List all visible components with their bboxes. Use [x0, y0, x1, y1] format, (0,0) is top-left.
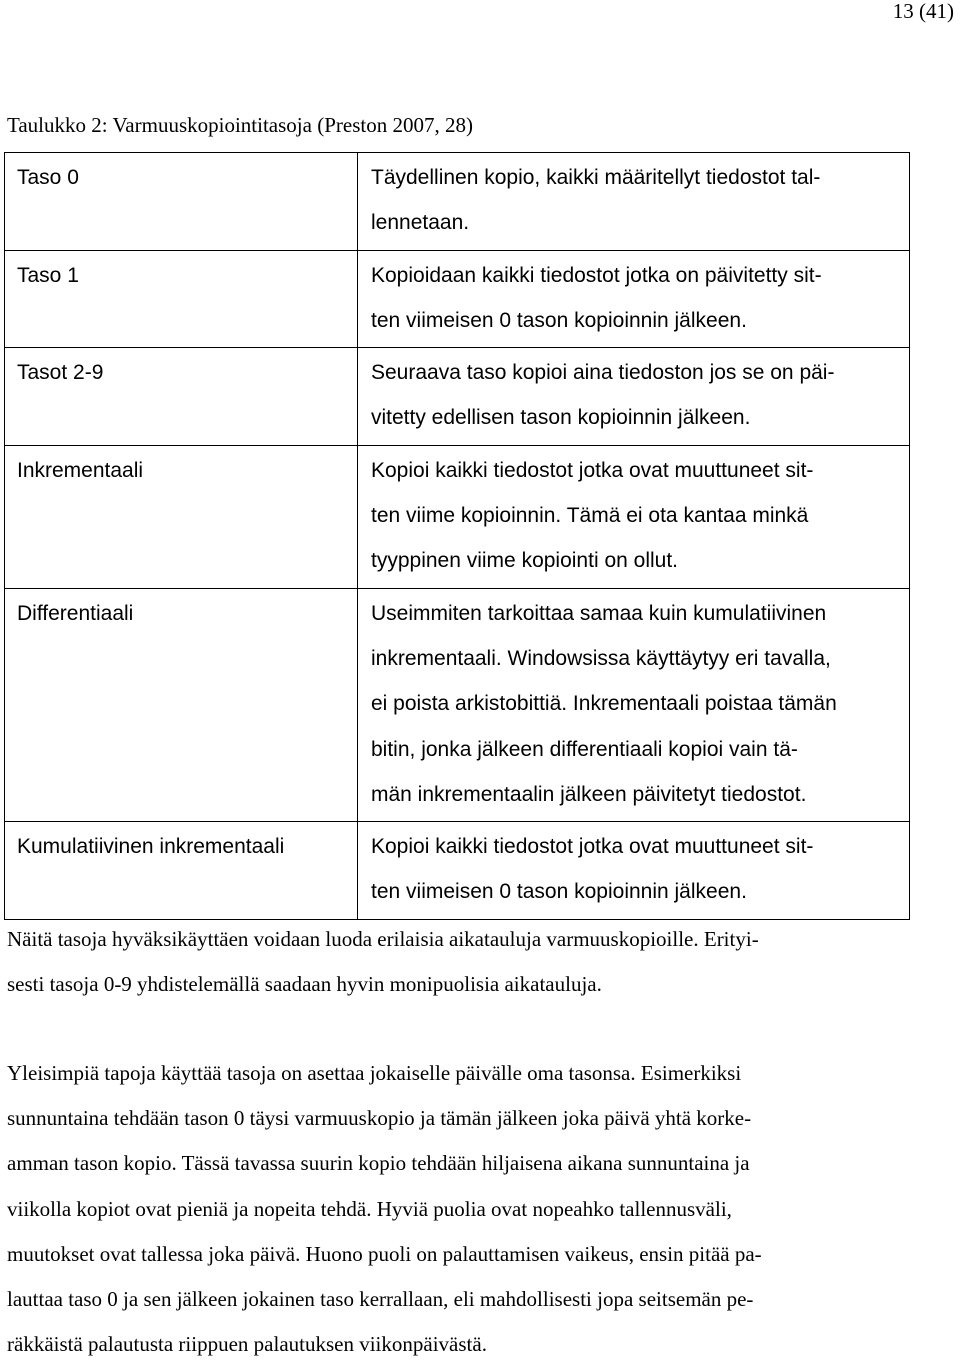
description-line: tyyppinen viime kopiointi on ollut.	[371, 549, 679, 573]
paragraph-line: muutokset ovat tallessa joka päivä. Huono puoli on palauttamisen vaikeus, ensin pitää pa-	[7, 1241, 762, 1266]
description-line: Täydellinen kopio, kaikki määritellyt tiedostot tal-	[371, 166, 821, 189]
table-row	[5, 153, 910, 251]
level-cell: Tasot 2-9	[5, 348, 358, 446]
level-cell: Differentiaali	[5, 588, 358, 821]
description-line: Seuraava taso kopioi aina tiedoston jos se on päi-	[371, 361, 835, 385]
description-line: Useimmiten tarkoittaa samaa kuin kumulatiivinen	[371, 601, 827, 625]
paragraph-line: räkkäistä palautusta riippuen palautuksen viikonpäivästä.	[7, 1332, 487, 1357]
description-line: bitin, jonka jälkeen differentiaali kopioi vain tä-	[371, 737, 798, 761]
description-line: ten viimeisen 0 tason kopioinnin jälkeen.	[371, 308, 747, 332]
table-row	[5, 445, 910, 588]
paragraph-line: Yleisimpiä tapoja käyttää tasoja on asettaa jokaiselle päivälle oma tasonsa. Esimerkiksi	[7, 1061, 742, 1085]
paragraph-line: lauttaa taso 0 ja sen jälkeen jokainen taso kerrallaan, eli mahdollisesti jopa seitsemän pe-	[7, 1287, 754, 1312]
level-cell: Taso 0	[5, 153, 358, 251]
table-body	[5, 153, 910, 920]
level-cell: Inkrementaali	[5, 445, 358, 588]
description-cell	[358, 445, 910, 588]
page-number: 13 (41)	[892, 0, 954, 23]
description-line: Kopioidaan kaikki tiedostot jotka on päivitetty sit-	[371, 263, 822, 287]
table-row	[5, 250, 910, 348]
description-cell	[358, 822, 910, 920]
description-line: ei poista arkistobittiä. Inkrementaali poistaa tämän	[371, 692, 837, 716]
table-caption: Taulukko 2: Varmuuskopiointitasoja (Preston 2007, 28)	[7, 113, 473, 137]
description-cell	[358, 153, 910, 251]
backup-levels-table	[4, 152, 910, 920]
paragraph-1	[7, 917, 927, 1007]
description-cell	[358, 348, 910, 446]
paragraph-line: sesti tasoja 0-9 yhdistelemällä saadaan hyvin monipuolisia aikatauluja.	[7, 972, 602, 997]
description-line: vitetty edellisen tason kopioinnin jälkeen.	[371, 406, 751, 430]
paragraph-line: sunnuntaina tehdään tason 0 täysi varmuuskopio ja tämän jälkeen joka päivä yhtä korke-	[7, 1106, 752, 1131]
description-line: Kopioi kaikki tiedostot jotka ovat muuttuneet sit-	[371, 835, 814, 859]
table-row	[5, 348, 910, 446]
paragraph-line: Näitä tasoja hyväksikäyttäen voidaan luoda erilaisia aikatauluja varmuuskopioille. Erityi-	[7, 927, 759, 951]
level-cell: Kumulatiivinen inkrementaali	[5, 822, 358, 920]
description-cell	[358, 250, 910, 348]
paragraph-line: viikolla kopiot ovat pieniä ja nopeita tehdä. Hyviä puolia ovat nopeahko tallennusväli,	[7, 1196, 732, 1221]
description-line: män inkrementaalin jälkeen päivitetyt tiedostot.	[371, 782, 807, 806]
paragraph-2	[7, 1051, 927, 1367]
description-line: Kopioi kaikki tiedostot jotka ovat muuttuneet sit-	[371, 458, 814, 482]
description-line: ten viime kopioinnin. Tämä ei ota kantaa minkä	[371, 504, 809, 528]
table-row	[5, 588, 910, 821]
description-line: inkrementaali. Windowsissa käyttäytyy eri tavalla,	[371, 646, 831, 670]
description-line: lennetaan.	[371, 211, 470, 235]
description-cell	[358, 588, 910, 821]
paragraph-line: amman tason kopio. Tässä tavassa suurin kopio tehdään hiljaisena aikana sunnuntaina ja	[7, 1151, 750, 1176]
table-row	[5, 822, 910, 920]
level-cell: Taso 1	[5, 250, 358, 348]
description-line: ten viimeisen 0 tason kopioinnin jälkeen.	[371, 880, 747, 904]
